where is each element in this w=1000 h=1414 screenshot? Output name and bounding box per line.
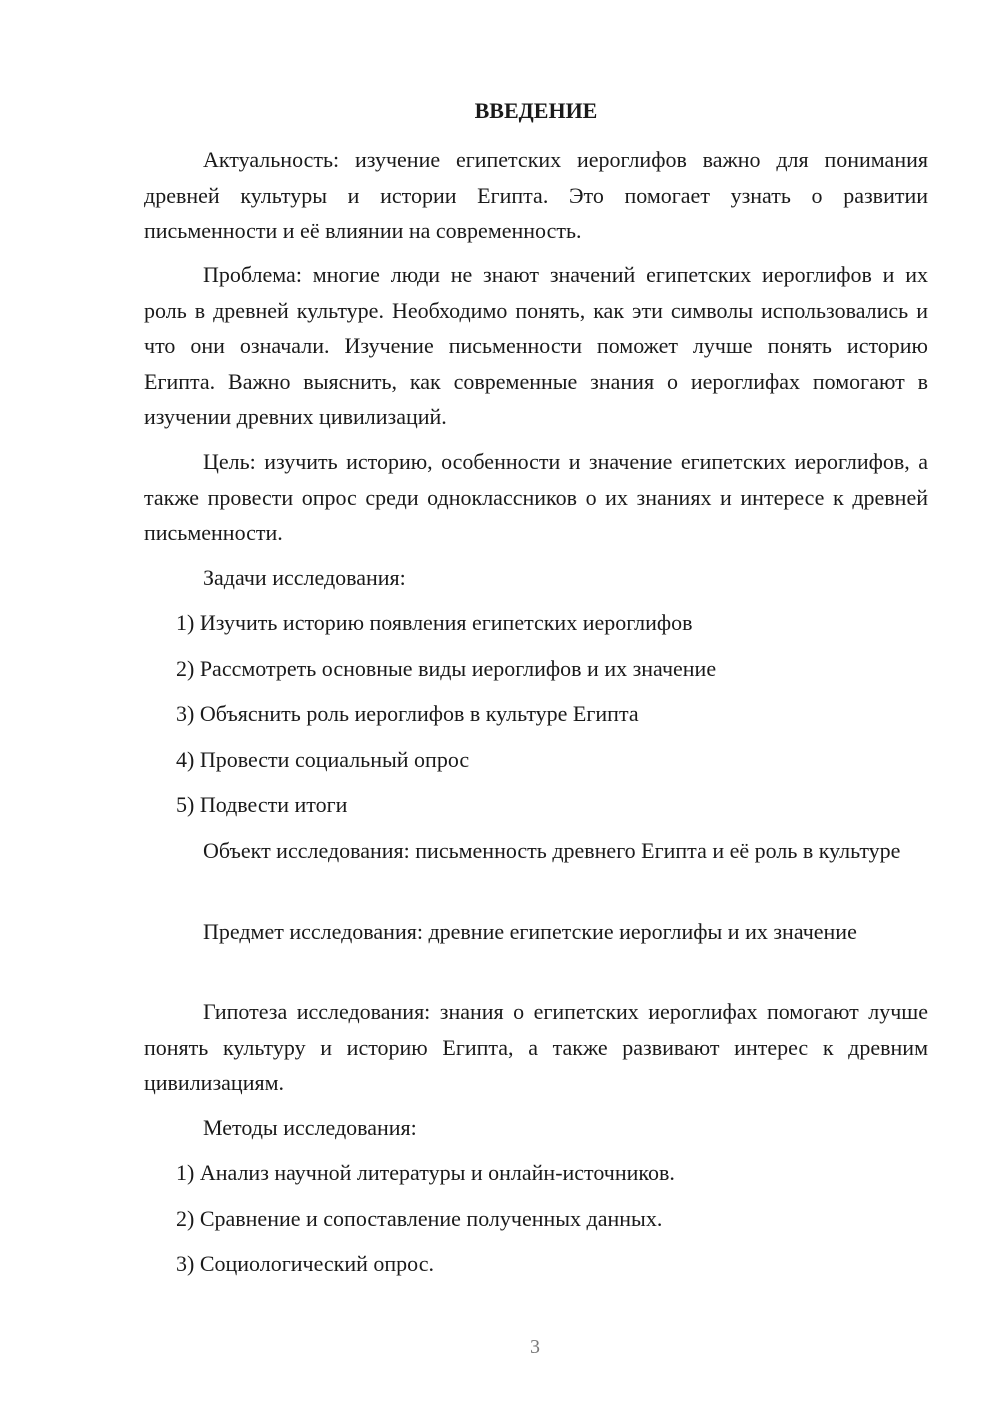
- problem-paragraph: Проблема: многие люди не знают значений египетских иероглифов и их роль в древней культуре. Необходимо понять, как эти символы использовались и что они означали. Изучение письменности поможет лучше понять историю Египта. Важно выяснить, как современные знания о иероглифах помогают в изучении древних цивилизаций.: [144, 262, 928, 429]
- task-item: 3) Объяснить роль иероглифов в культуре Египта: [176, 701, 639, 726]
- goal-paragraph: Цель: изучить историю, особенности и значение египетских иероглифов, а также провести опрос среди одноклассников о их знаниях и интересе к древней письменности.: [144, 449, 928, 545]
- task-item: 4) Провести социальный опрос: [176, 747, 470, 772]
- subject-paragraph: Предмет исследования: древние египетские иероглифы и их значение: [203, 919, 857, 944]
- page-number: 3: [530, 1336, 540, 1358]
- methods-heading: Методы исследования:: [203, 1115, 417, 1140]
- section-title: ВВЕДЕНИЕ: [474, 98, 598, 123]
- hypothesis-paragraph: Гипотеза исследования: знания о египетских иероглифах помогают лучше понять культуру и историю Египта, а также развивают интерес к древним цивилизациям.: [144, 999, 928, 1095]
- task-item: 2) Рассмотреть основные виды иероглифов и их значение: [176, 656, 717, 681]
- method-item: 1) Анализ научной литературы и онлайн-источников.: [176, 1160, 675, 1185]
- relevance-paragraph: Актуальность: изучение египетских иероглифов важно для понимания древней культуры и истории Египта. Это помогает узнать о развитии письменности и её влиянии на современность.: [144, 147, 928, 243]
- method-item: 2) Сравнение и сопоставление полученных данных.: [176, 1206, 663, 1231]
- task-item: 1) Изучить историю появления египетских иероглифов: [176, 610, 693, 635]
- object-paragraph: Объект исследования: письменность древнего Египта и её роль в культуре: [203, 838, 901, 863]
- tasks-heading: Задачи исследования:: [203, 565, 406, 590]
- document-page: [144, 0, 928, 1414]
- task-item: 5) Подвести итоги: [176, 792, 348, 817]
- method-item: 3) Социологический опрос.: [176, 1251, 434, 1276]
